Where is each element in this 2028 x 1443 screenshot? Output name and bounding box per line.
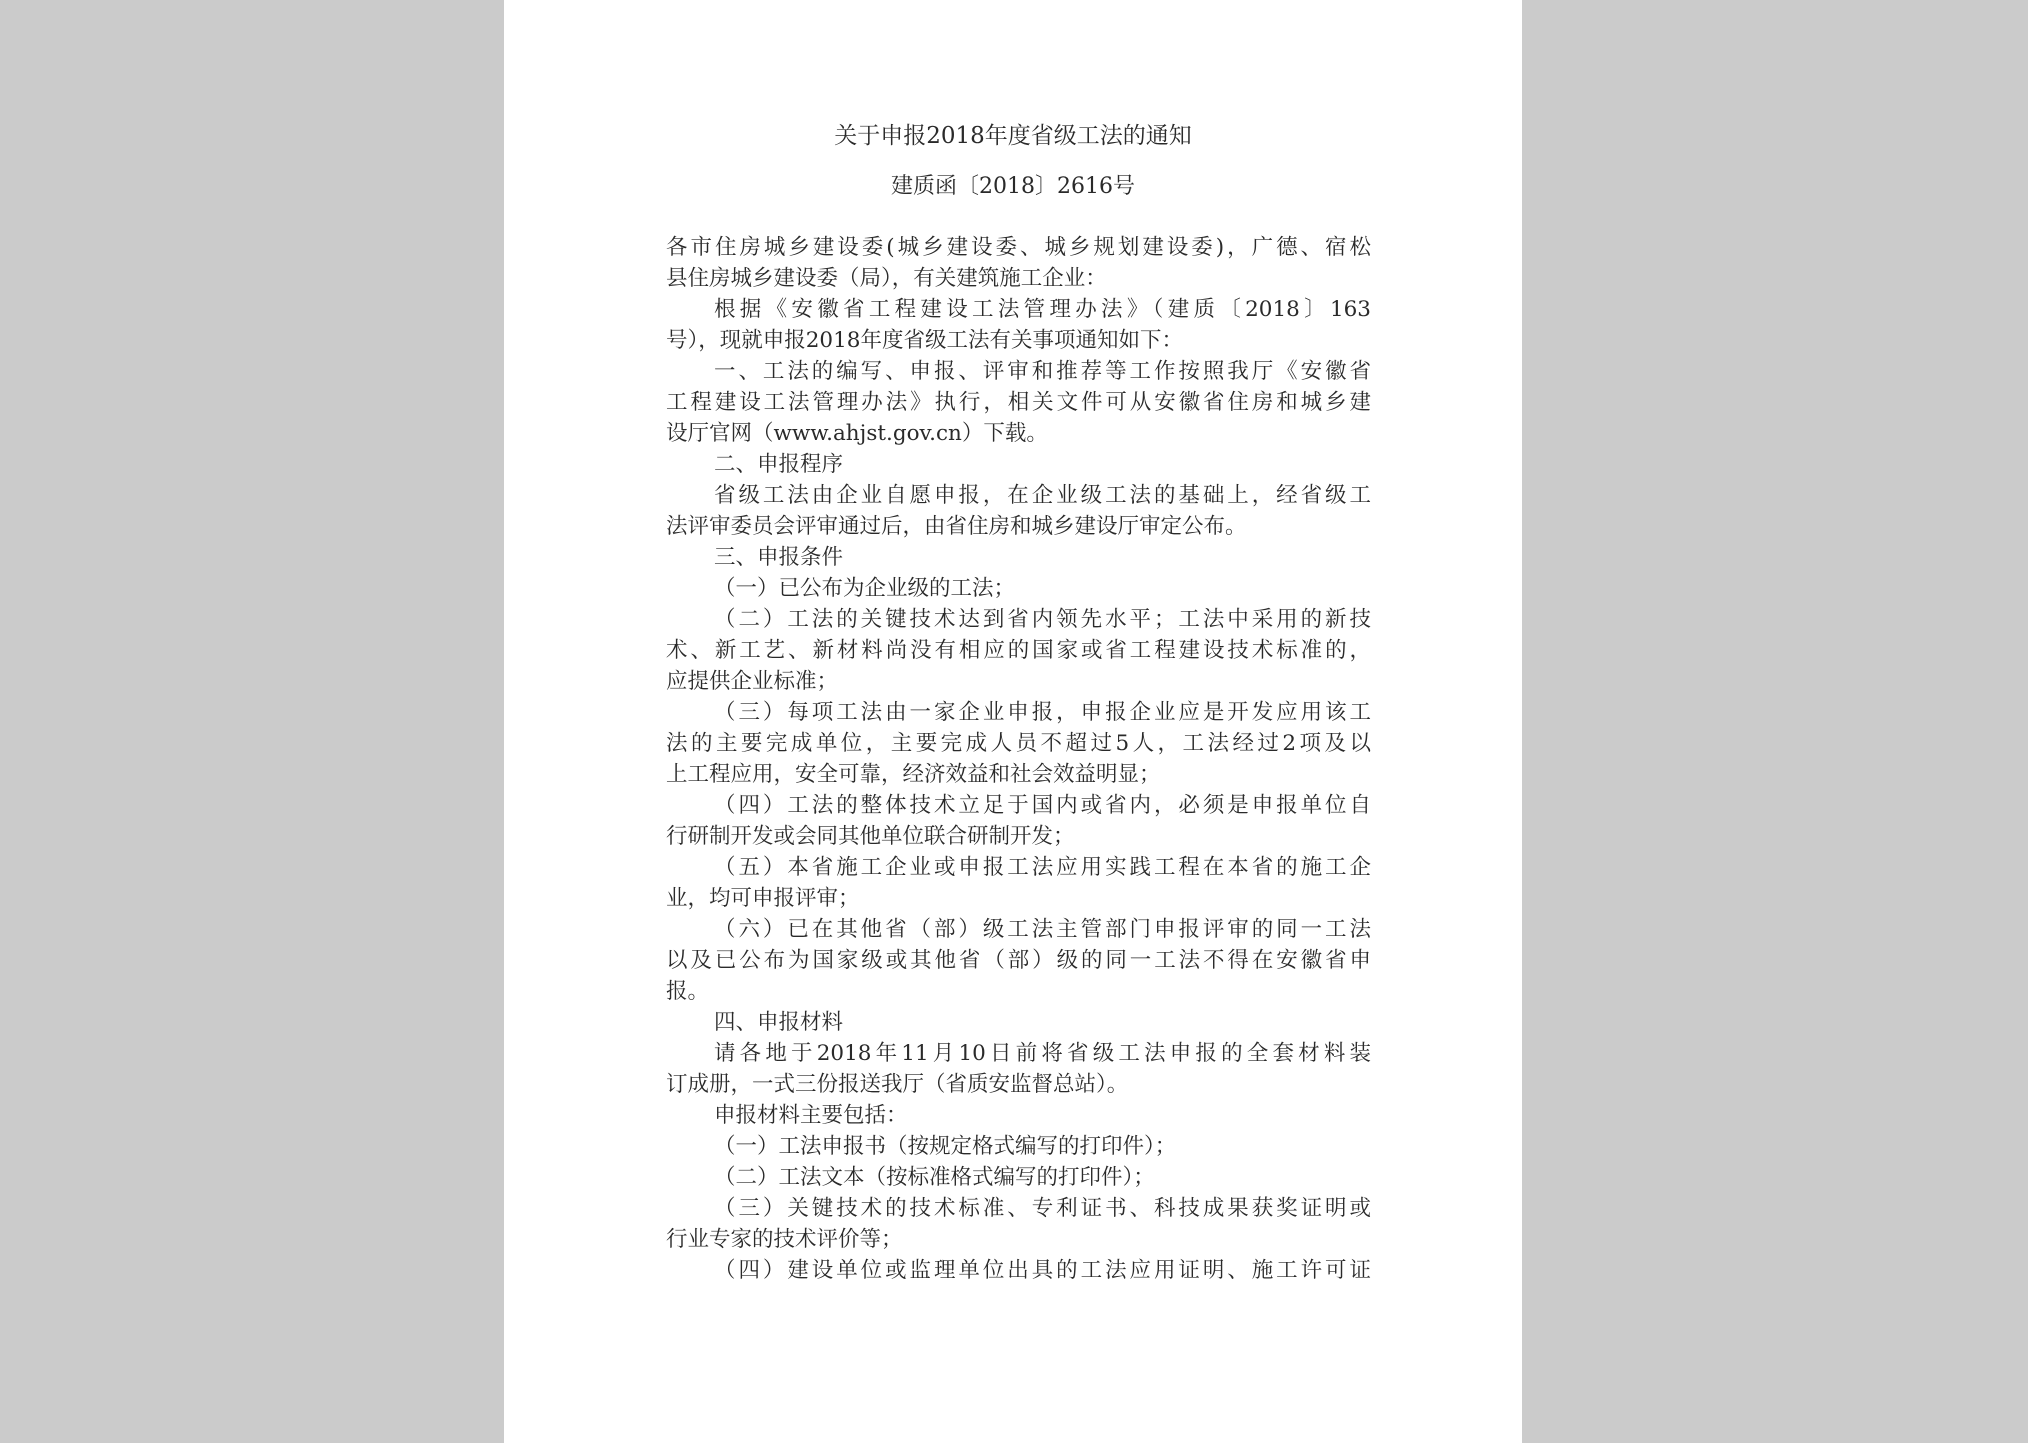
body-line: 根据《安徽省工程建设工法管理办法》（建质〔2018〕163 (714, 297, 1371, 322)
body-line: 应提供企业标准； (666, 669, 839, 694)
body-line: 省级工法由企业自愿申报，在企业级工法的基础上，经省级工 (714, 483, 1371, 508)
body-line: 法的主要完成单位，主要完成人员不超过5人，工法经过2项及以 (666, 731, 1371, 756)
body-line: 行研制开发或会同其他单位联合研制开发； (666, 824, 1075, 849)
body-line: （四）建设单位或监理单位出具的工法应用证明、施工许可证 (714, 1258, 1371, 1283)
body-line: 号），现就申报2018年度省级工法有关事项通知如下： (666, 328, 1183, 353)
body-line: （二）工法文本（按标准格式编写的打印件）； (714, 1165, 1155, 1190)
document-body (666, 232, 1371, 1286)
body-line: 申报材料主要包括： (714, 1103, 908, 1128)
document-page (504, 0, 1522, 1443)
body-line: 术、新工艺、新材料尚没有相应的国家或省工程建设技术标准的， (666, 638, 1371, 663)
body-line: 行业专家的技术评价等； (666, 1227, 903, 1252)
body-line: 法评审委员会评审通过后，由省住房和城乡建设厅审定公布。 (666, 514, 1247, 539)
body-line: 设厅官网（www.ahjst.gov.cn）下载。 (666, 421, 1048, 446)
body-line: 工程建设工法管理办法》执行，相关文件可从安徽省住房和城乡建 (666, 390, 1371, 415)
body-line: 县住房城乡建设委（局），有关建筑施工企业： (666, 266, 1107, 291)
body-line: （六）已在其他省（部）级工法主管部门申报评审的同一工法 (714, 917, 1371, 942)
body-line: 各市住房城乡建设委(城乡建设委、城乡规划建设委)，广德、宿松 (666, 235, 1371, 260)
body-line: 报。 (666, 979, 710, 1004)
body-line: 请各地于2018年11月10日前将省级工法申报的全套材料装 (714, 1041, 1371, 1066)
body-line: 四、申报材料 (714, 1010, 844, 1035)
body-line: 上工程应用，安全可靠，经济效益和社会效益明显； (666, 762, 1161, 787)
body-line: 三、申报条件 (714, 545, 844, 570)
body-line: （四）工法的整体技术立足于国内或省内，必须是申报单位自 (714, 793, 1371, 818)
body-line: 业，均可申报评审； (666, 886, 860, 911)
body-line: 以及已公布为国家级或其他省（部）级的同一工法不得在安徽省申 (666, 948, 1371, 973)
body-line: 订成册，一式三份报送我厅（省质安监督总站）。 (666, 1072, 1129, 1097)
body-line: （二）工法的关键技术达到省内领先水平；工法中采用的新技 (714, 607, 1371, 632)
body-line: （三）关键技术的技术标准、专利证书、科技成果获奖证明或 (714, 1196, 1371, 1221)
body-line: （三）每项工法由一家企业申报，申报企业应是开发应用该工 (714, 700, 1371, 725)
body-line: 二、申报程序 (714, 452, 844, 477)
body-line: 一、工法的编写、申报、评审和推荐等工作按照我厅《安徽省 (714, 359, 1371, 384)
document-title: 关于申报2018年度省级工法的通知 (834, 123, 1192, 149)
body-line: （五）本省施工企业或申报工法应用实践工程在本省的施工企 (714, 855, 1371, 880)
document-number: 建质函〔2018〕2616号 (891, 174, 1135, 199)
body-line: （一）工法申报书（按规定格式编写的打印件）； (714, 1134, 1177, 1159)
body-line: （一）已公布为企业级的工法； (714, 576, 1016, 601)
